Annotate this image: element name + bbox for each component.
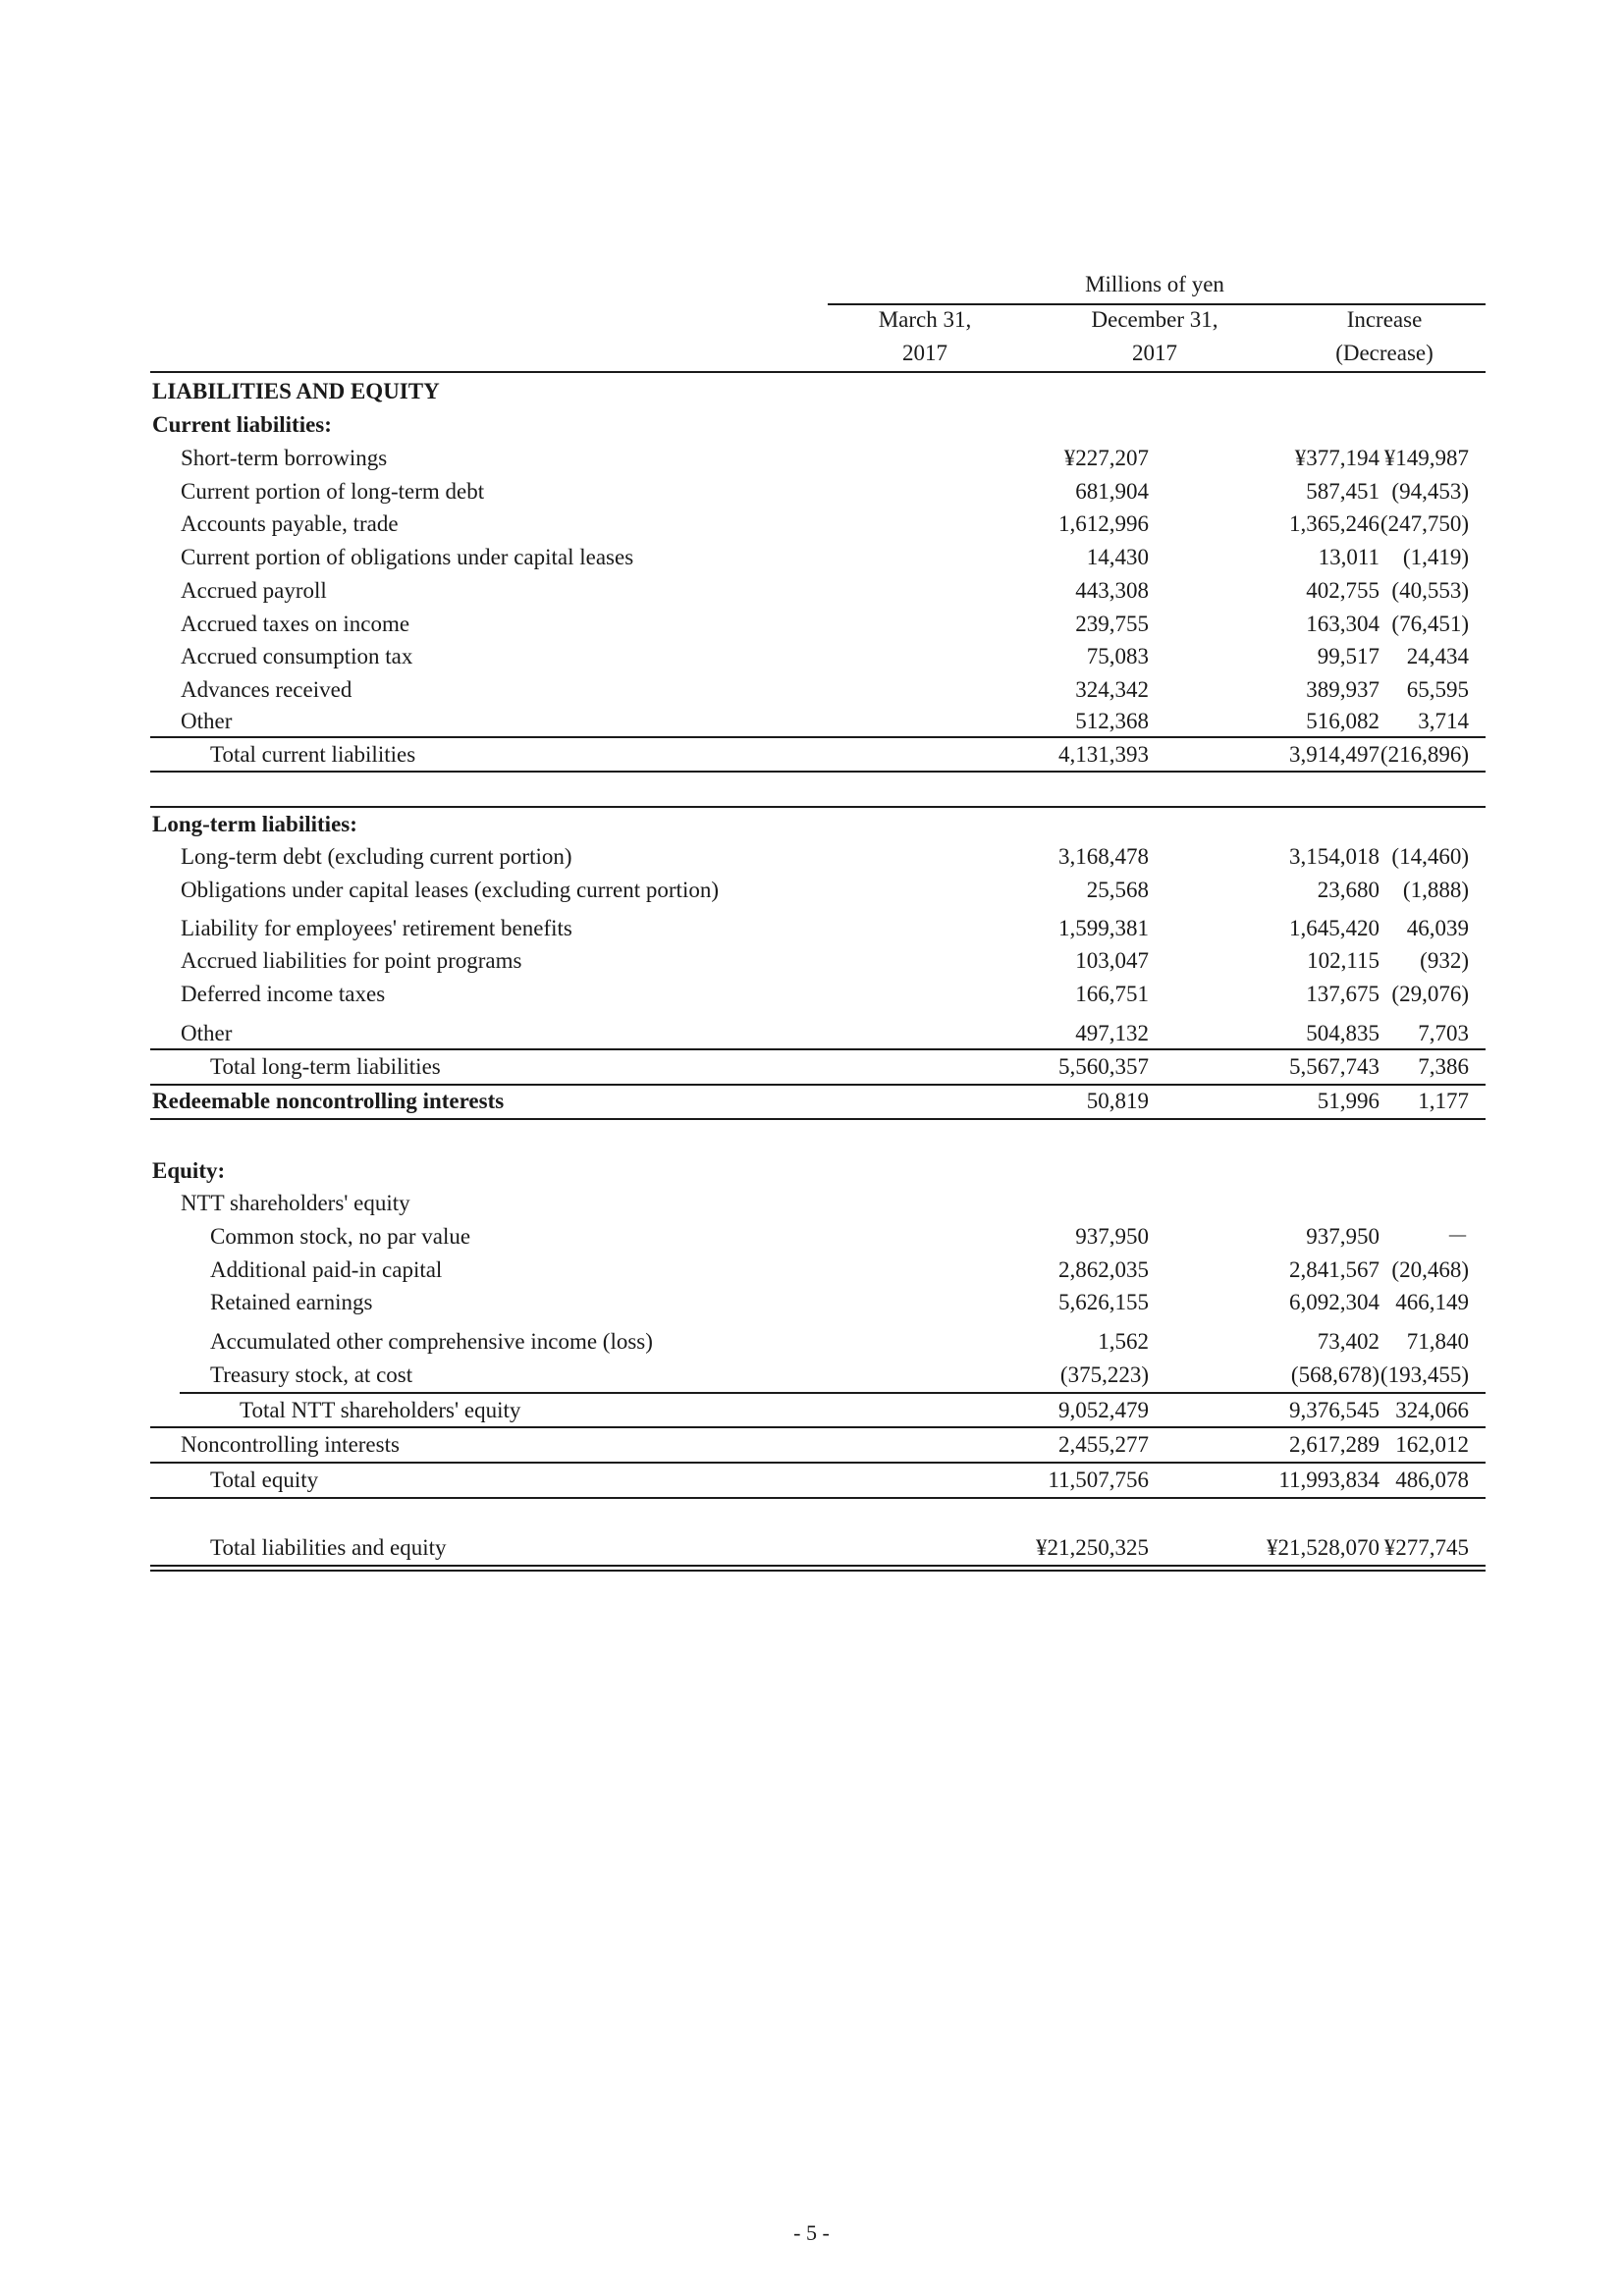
double-rule-bottom xyxy=(150,1570,1486,1572)
rule-below-redeemable xyxy=(150,1118,1486,1120)
rule-above-total-ntt-equity xyxy=(180,1392,1486,1394)
col3-header-line1: Increase xyxy=(1346,307,1423,332)
value-dec-2017: 163,304 xyxy=(1306,612,1380,636)
value-mar-2017: 25,568 xyxy=(1086,878,1149,902)
rule-below-total-ntt-equity xyxy=(150,1426,1486,1428)
value-dec-2017: 73,402 xyxy=(1317,1329,1380,1354)
value-mar-2017: 324,342 xyxy=(1075,677,1149,702)
value-mar-2017: 9,052,479 xyxy=(1058,1398,1149,1422)
rule-below-total-current xyxy=(150,771,1486,773)
row-label: Noncontrolling interests xyxy=(181,1432,400,1457)
row-label: Advances received xyxy=(181,677,352,702)
table-row xyxy=(150,642,1486,671)
row-label: Common stock, no par value xyxy=(210,1224,471,1249)
row-label: Accrued consumption tax xyxy=(181,644,413,668)
row-label: Deferred income taxes xyxy=(181,982,386,1006)
table-row xyxy=(150,675,1486,705)
value-dec-2017: 516,082 xyxy=(1306,709,1380,733)
value-change: (94,453) xyxy=(1391,479,1469,504)
value-dec-2017: 3,154,018 xyxy=(1289,844,1380,869)
rule-above-long-term xyxy=(150,806,1486,808)
value-dec-2017: 6,092,304 xyxy=(1289,1290,1380,1314)
row-label: Accrued taxes on income xyxy=(181,612,410,636)
value-change: 324,066 xyxy=(1395,1398,1469,1422)
col1-header-line2: 2017 xyxy=(902,341,947,365)
value-change: ¥149,987 xyxy=(1383,446,1469,470)
table-row xyxy=(150,1156,1486,1186)
double-rule-top xyxy=(150,1565,1486,1567)
row-label: Long-term debt (excluding current portion) xyxy=(181,844,572,869)
table-row xyxy=(150,980,1486,1009)
value-change: (76,451) xyxy=(1391,612,1469,636)
section-title-text: LIABILITIES AND EQUITY xyxy=(152,379,440,403)
value-dec-2017: 11,993,834 xyxy=(1278,1468,1380,1492)
value-mar-2017: ¥21,250,325 xyxy=(1036,1535,1149,1560)
page-number: - 5 - xyxy=(793,2220,830,2245)
section-title xyxy=(150,377,1486,406)
value-change: (247,750) xyxy=(1380,511,1469,536)
value-mar-2017: 497,132 xyxy=(1075,1021,1149,1045)
value-change: 71,840 xyxy=(1406,1329,1469,1354)
value-dec-2017: 937,950 xyxy=(1306,1224,1380,1249)
value-change: (29,076) xyxy=(1391,982,1469,1006)
value-mar-2017: 1,599,381 xyxy=(1058,916,1149,940)
value-mar-2017: 166,751 xyxy=(1075,982,1149,1006)
table-row xyxy=(150,610,1486,639)
value-dec-2017: 587,451 xyxy=(1306,479,1380,504)
row-label: Accounts payable, trade xyxy=(181,511,399,536)
value-mar-2017: 14,430 xyxy=(1086,545,1149,569)
table-row-grand-total xyxy=(150,1533,1486,1563)
value-change: 162,012 xyxy=(1395,1432,1469,1457)
row-label: Accrued liabilities for point programs xyxy=(181,948,522,973)
table-row xyxy=(150,1430,1486,1460)
value-mar-2017: 937,950 xyxy=(1075,1224,1149,1249)
value-change: (14,460) xyxy=(1391,844,1469,869)
col1-header-line1: March 31, xyxy=(878,307,972,332)
value-change: 3,714 xyxy=(1418,709,1469,733)
table-row xyxy=(150,1222,1486,1252)
rule-below-total-long-term xyxy=(150,1084,1486,1086)
value-change: (40,553) xyxy=(1391,578,1469,603)
value-mar-2017: 75,083 xyxy=(1086,644,1149,668)
value-change: 466,149 xyxy=(1395,1290,1469,1314)
table-row-total xyxy=(150,740,1486,770)
row-label: Retained earnings xyxy=(210,1290,373,1314)
table-row xyxy=(150,477,1486,507)
rule-above-total-long-term xyxy=(150,1048,1486,1050)
table-row xyxy=(150,842,1486,872)
row-label: Total current liabilities xyxy=(210,742,416,767)
value-change: 46,039 xyxy=(1406,916,1469,940)
value-mar-2017: (375,223) xyxy=(1059,1362,1149,1387)
header-rule-bottom xyxy=(150,371,1486,373)
table-row xyxy=(150,707,1486,736)
value-mar-2017: ¥227,207 xyxy=(1063,446,1149,470)
value-mar-2017: 2,862,035 xyxy=(1058,1257,1149,1282)
header-rule-top xyxy=(828,303,1486,305)
row-label: Current portion of long-term debt xyxy=(181,479,485,504)
row-label: Total long-term liabilities xyxy=(210,1054,441,1079)
value-change: (1,419) xyxy=(1402,545,1469,569)
rule-above-total-equity xyxy=(150,1462,1486,1464)
table-row xyxy=(150,1189,1486,1218)
row-label: Treasury stock, at cost xyxy=(210,1362,413,1387)
value-dec-2017: 2,617,289 xyxy=(1289,1432,1380,1457)
row-label: Long-term liabilities: xyxy=(152,812,357,836)
value-change: 24,434 xyxy=(1406,644,1469,668)
value-mar-2017: 2,455,277 xyxy=(1058,1432,1149,1457)
value-change: ¥277,745 xyxy=(1383,1535,1469,1560)
value-dec-2017: 389,937 xyxy=(1306,677,1380,702)
table-row xyxy=(150,876,1486,905)
table-row xyxy=(150,1361,1486,1390)
row-label: Current portion of obligations under capital leases xyxy=(181,545,634,569)
rule-below-total-equity xyxy=(150,1497,1486,1499)
value-change: － xyxy=(1446,1224,1469,1249)
col3-header-line2: (Decrease) xyxy=(1335,341,1434,365)
row-label: Short-term borrowings xyxy=(181,446,388,470)
table-row xyxy=(150,1255,1486,1285)
table-row xyxy=(150,1019,1486,1048)
value-dec-2017: 51,996 xyxy=(1317,1089,1380,1113)
table-row xyxy=(150,410,1486,440)
row-label: Additional paid-in capital xyxy=(210,1257,443,1282)
value-mar-2017: 239,755 xyxy=(1075,612,1149,636)
table-row xyxy=(150,914,1486,943)
row-label: Total NTT shareholders' equity xyxy=(240,1398,521,1422)
value-mar-2017: 1,562 xyxy=(1098,1329,1149,1354)
value-dec-2017: 5,567,743 xyxy=(1289,1054,1380,1079)
row-label: Obligations under capital leases (excluding current portion) xyxy=(181,878,719,902)
value-mar-2017: 1,612,996 xyxy=(1058,511,1149,536)
value-mar-2017: 50,819 xyxy=(1086,1089,1149,1113)
value-mar-2017: 443,308 xyxy=(1075,578,1149,603)
row-label: Equity: xyxy=(152,1158,226,1183)
row-label: Total liabilities and equity xyxy=(210,1535,447,1560)
value-dec-2017: 1,365,246 xyxy=(1289,511,1380,536)
value-dec-2017: 102,115 xyxy=(1307,948,1380,973)
value-change: 65,595 xyxy=(1406,677,1469,702)
value-dec-2017: 13,011 xyxy=(1318,545,1380,569)
value-dec-2017: 99,517 xyxy=(1317,644,1380,668)
row-label: Current liabilities: xyxy=(152,412,332,437)
value-change: 7,703 xyxy=(1418,1021,1469,1045)
value-mar-2017: 4,131,393 xyxy=(1058,742,1149,767)
value-change: 486,078 xyxy=(1395,1468,1469,1492)
row-label: Accumulated other comprehensive income (loss) xyxy=(210,1329,653,1354)
value-change: (216,896) xyxy=(1380,742,1469,767)
value-change: (193,455) xyxy=(1380,1362,1469,1387)
value-dec-2017: 1,645,420 xyxy=(1289,916,1380,940)
table-row xyxy=(150,1087,1486,1116)
value-dec-2017: 2,841,567 xyxy=(1289,1257,1380,1282)
table-row xyxy=(150,543,1486,572)
value-dec-2017: ¥377,194 xyxy=(1294,446,1380,470)
row-label: Total equity xyxy=(210,1468,319,1492)
value-dec-2017: (568,678) xyxy=(1290,1362,1380,1387)
row-label: Redeemable noncontrolling interests xyxy=(152,1089,505,1113)
row-label: Accrued payroll xyxy=(181,578,327,603)
value-mar-2017: 512,368 xyxy=(1075,709,1149,733)
value-mar-2017: 3,168,478 xyxy=(1058,844,1149,869)
table-row xyxy=(150,946,1486,976)
table-row xyxy=(150,509,1486,539)
row-label: NTT shareholders' equity xyxy=(181,1191,410,1215)
value-change: (20,468) xyxy=(1391,1257,1469,1282)
row-label: Liability for employees' retirement benefits xyxy=(181,916,572,940)
value-dec-2017: 137,675 xyxy=(1306,982,1380,1006)
value-mar-2017: 11,507,756 xyxy=(1048,1468,1149,1492)
table-row-total xyxy=(150,1466,1486,1495)
value-change: (932) xyxy=(1420,948,1469,973)
value-dec-2017: 9,376,545 xyxy=(1289,1398,1380,1422)
value-change: 7,386 xyxy=(1418,1054,1469,1079)
table-row xyxy=(150,444,1486,473)
col2-header-line1: December 31, xyxy=(1091,307,1218,332)
value-mar-2017: 103,047 xyxy=(1075,948,1149,973)
value-mar-2017: 5,626,155 xyxy=(1058,1290,1149,1314)
table-row-total xyxy=(150,1052,1486,1082)
value-dec-2017: ¥21,528,070 xyxy=(1267,1535,1380,1560)
table-row xyxy=(150,810,1486,839)
unit-header: Millions of yen xyxy=(1085,272,1224,296)
value-dec-2017: 504,835 xyxy=(1306,1021,1380,1045)
table-row xyxy=(150,1288,1486,1317)
value-dec-2017: 402,755 xyxy=(1306,578,1380,603)
table-row xyxy=(150,1327,1486,1357)
value-dec-2017: 23,680 xyxy=(1317,878,1380,902)
value-dec-2017: 3,914,497 xyxy=(1289,742,1380,767)
table-row xyxy=(150,576,1486,606)
value-change: (1,888) xyxy=(1402,878,1469,902)
value-mar-2017: 5,560,357 xyxy=(1058,1054,1149,1079)
table-row-total xyxy=(150,1396,1486,1425)
row-label: Other xyxy=(181,709,233,733)
value-mar-2017: 681,904 xyxy=(1075,479,1149,504)
value-change: 1,177 xyxy=(1418,1089,1469,1113)
col2-header-line2: 2017 xyxy=(1132,341,1177,365)
rule-above-total-current xyxy=(150,736,1486,738)
row-label: Other xyxy=(181,1021,233,1045)
